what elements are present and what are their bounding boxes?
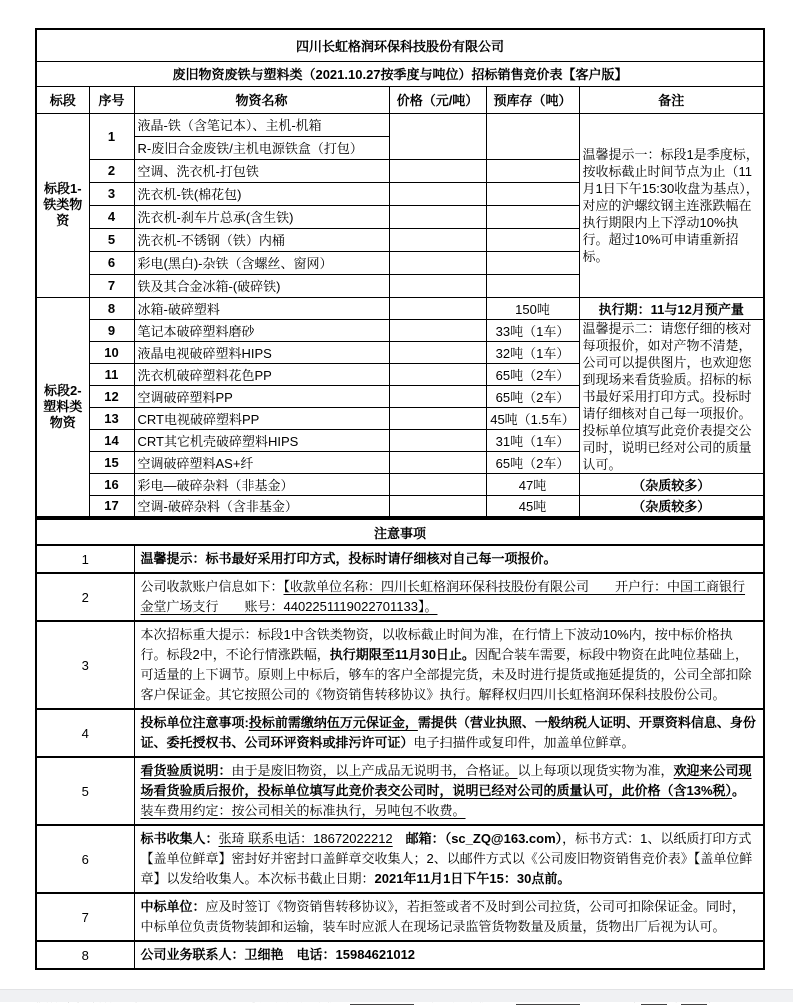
price-cell (389, 495, 486, 517)
item-name: 笔记本破碎塑料磨砂 (134, 319, 389, 341)
stock-cell: 150吨 (486, 297, 579, 319)
stock-cell: 45吨（1.5车） (486, 407, 579, 429)
note-segment: （sc_ZQ@163.com） (444, 831, 563, 846)
price-cell (389, 319, 486, 341)
table-row (36, 113, 764, 136)
col-header-name: 物资名称 (134, 86, 389, 113)
section1-label: 标段1-铁类物资 (36, 113, 89, 297)
price-cell (389, 363, 486, 385)
note-segment: 邮箱： (392, 831, 445, 846)
price-cell (389, 429, 486, 451)
item-name: R-废旧合金废铁/主机电源铁盒（打包） (134, 136, 389, 159)
price-cell (389, 297, 486, 319)
remark-impurity-16: （杂质较多） (579, 473, 764, 495)
col-header-stock: 预库存（吨） (486, 86, 579, 113)
remark-plastic-note: 温馨提示二：请您仔细的核对每项报价，如对产物不清楚，公司可以提供图片，也欢迎您到现场来看货验质。招标的标书最好采用打印方式。投标时请仔细核对自己每一项报价。投标单位填写此竞价表提交公司时，说明已经对公司的质量认可。 (579, 319, 764, 473)
item-no: 12 (89, 385, 134, 407)
price-cell (389, 451, 486, 473)
item-no: 13 (89, 407, 134, 429)
note-segment: 需提供（营业执照、一般纳税人证明、开票资料信息、身份证、委托授权书、公司环评资料或排污许可证） (140, 715, 756, 750)
table-row (36, 495, 764, 517)
note-segment: 2021年11月1日下午15：30点前。 (374, 871, 571, 886)
note-segment: 装车费用约定：按公司相关的标准执行，另吨包不收费。 (140, 803, 466, 818)
item-no: 4 (89, 205, 134, 228)
item-no: 11 (89, 363, 134, 385)
note-segment: 张琦 联系电话：18672022212 (218, 831, 393, 846)
note-segment: 电子扫描件或复印件，加盖单位鲜章。 (413, 735, 635, 750)
note-segment: 温馨提示：标书最好采用打印方式，投标时请仔细核对自己每一项报价。 (140, 551, 557, 566)
item-no: 15 (89, 451, 134, 473)
item-no: 9 (89, 319, 134, 341)
note-no: 3 (36, 621, 134, 709)
item-name: 空调、洗衣机-打包铁 (134, 159, 389, 182)
column-header-row (36, 86, 764, 113)
col-header-price: 价格（元/吨） (389, 86, 486, 113)
note-segment: 投标单位注意事项: (140, 715, 249, 730)
note-row (36, 545, 764, 573)
company-title-row (36, 29, 764, 61)
item-name: 液晶电视破碎塑料HIPS (134, 341, 389, 363)
item-no: 10 (89, 341, 134, 363)
note-row (36, 825, 764, 893)
note-segment: 由于是废旧物资，以上产成品无说明书，合格证。 (231, 763, 518, 778)
price-cell (389, 159, 486, 182)
note-no: 6 (36, 825, 134, 893)
note-segment: 【收款单位名称：四川长虹格润环保科技股份有限公司 开户行：中国工商银行金堂广场支行 账号：4402251119022701133】。 (140, 579, 746, 614)
note-text (134, 941, 764, 969)
stock-cell (486, 228, 579, 251)
col-header-no: 序号 (89, 86, 134, 113)
note-text (134, 709, 764, 757)
note-segment: 以上每项以现货实物为准， (517, 763, 674, 778)
note-segment: 。 (732, 783, 746, 798)
note-row (36, 709, 764, 757)
stock-cell: 33吨（1车） (486, 319, 579, 341)
note-text (134, 825, 764, 893)
note-no: 8 (36, 941, 134, 969)
note-segment: 投标前需缴纳伍万元保证金， (248, 715, 418, 730)
note-segment: 公司收款账户信息如下： (140, 579, 284, 594)
notes-title-row (36, 519, 764, 545)
note-segment: 本次招标重大提示：标段1中含铁类物资，以收标截止时间为准，在行情上下波动10%内，按中标价格执行。标段2中，不论行情涨跌幅， (140, 627, 733, 662)
note-segment: 因配合装车需要，标段中物资在此吨位基础上，可适量的上下调节。原则上中标后，够车的客户全部提完货，未及时进行提货或拖延提货的，公司全部扣除客户保证金。其它按照公司的《物资销售转移协议》执行。解释权归四川长虹格润环保科技股份公司。 (140, 647, 752, 702)
col-header-section: 标段 (36, 86, 89, 113)
item-no: 16 (89, 473, 134, 495)
price-cell (389, 228, 486, 251)
item-name: 洗衣机-铁(棉花包) (134, 182, 389, 205)
price-cell (389, 407, 486, 429)
stock-cell (486, 251, 579, 274)
doc-subtitle-row (36, 61, 764, 86)
company-title: 四川长虹格润环保科技股份有限公司 (36, 29, 764, 61)
note-segment: 欢迎来公司现场看货验质后报价，投标单位填写此竞价表交公司时，说明已经对公司的质量认可，此价格（含13%税） (140, 763, 752, 798)
price-cell (389, 274, 486, 297)
table-row (36, 473, 764, 495)
note-segment: 标书收集人： (140, 831, 219, 846)
section2-label: 标段2-塑料类物资 (36, 297, 89, 517)
note-segment: 应及时签订《物资销售转移协议》，若拒签或者不及时到公司拉货，公司可扣除保证金。同时，中标单位负责货物装卸和运输，装车时应派人在现场记录监管货物数量及质量，货物出厂后视为认可。 (140, 899, 746, 934)
item-name: 彩电(黑白)-杂铁（含螺丝、窗网） (134, 251, 389, 274)
remark-impurity-17: （杂质较多） (579, 495, 764, 517)
stock-cell: 31吨（1车） (486, 429, 579, 451)
stock-cell: 47吨 (486, 473, 579, 495)
remark-iron-note: 温馨提示一：标段1是季度标，按收标截止时间节点为止（11月1日下午15:30收盘为基点），对应的沪螺纹钢主连涨跌幅在执行期限内上下浮动10%执行。超过10%可申请重新招标。 (579, 113, 764, 297)
stock-cell (486, 205, 579, 228)
item-name: 空调破碎塑料AS+纤 (134, 451, 389, 473)
item-name: 彩电—破碎杂料（非基金） (134, 473, 389, 495)
stock-cell: 65吨（2车） (486, 363, 579, 385)
item-no: 5 (89, 228, 134, 251)
item-name: 洗衣机-不锈钢（铁）内桶 (134, 228, 389, 251)
note-segment: ，标书方式：1、以纸质打印方式【盖单位鲜章】密封好并密封口盖鲜章交收集人；2、以邮件方式以《公司废旧物资销售竞价表》【盖单位鲜章】以发给收集人。本次标书截止日期： (140, 831, 753, 886)
note-no: 1 (36, 545, 134, 573)
note-row (36, 941, 764, 969)
price-cell (389, 182, 486, 205)
note-segment: 执行期限至11月30日止。 (329, 647, 475, 662)
item-name: 铁及其合金冰箱-(破碎铁) (134, 274, 389, 297)
table-row (36, 319, 764, 341)
item-no: 17 (89, 495, 134, 517)
price-cell (389, 251, 486, 274)
note-text (134, 893, 764, 941)
note-no: 4 (36, 709, 134, 757)
note-text (134, 757, 764, 825)
price-cell (389, 385, 486, 407)
note-row (36, 573, 764, 621)
note-no: 5 (36, 757, 134, 825)
item-no: 8 (89, 297, 134, 319)
note-row (36, 757, 764, 825)
price-cell (389, 341, 486, 363)
item-name: 洗衣机-刹车片总承(含生铁) (134, 205, 389, 228)
note-segment: 看货验质说明： (140, 763, 232, 778)
item-no: 6 (89, 251, 134, 274)
stock-cell (486, 182, 579, 205)
item-name: 空调-破碎杂料（含非基金） (134, 495, 389, 517)
stock-cell (486, 113, 579, 159)
note-segment: 公司业务联系人：卫细艳 电话：15984621012 (140, 947, 416, 962)
stock-cell (486, 274, 579, 297)
note-segment: 中标单位： (140, 899, 206, 914)
item-name: 空调破碎塑料PP (134, 385, 389, 407)
item-no: 2 (89, 159, 134, 182)
note-no: 7 (36, 893, 134, 941)
note-no: 2 (36, 573, 134, 621)
page-edge-strip (0, 989, 793, 1002)
stock-cell: 32吨（1车） (486, 341, 579, 363)
stock-cell (486, 159, 579, 182)
doc-subtitle: 废旧物资废铁与塑料类（2021.10.27按季度与吨位）招标销售竞价表【客户版】 (36, 61, 764, 86)
remark-exec-period: 执行期：11与12月预产量 (579, 297, 764, 319)
item-name: 冰箱-破碎塑料 (134, 297, 389, 319)
note-text (134, 545, 764, 573)
document-sheet (35, 28, 763, 1005)
table-row (36, 297, 764, 319)
note-text (134, 573, 764, 621)
note-row (36, 621, 764, 709)
notes-table (35, 518, 765, 970)
item-no: 7 (89, 274, 134, 297)
note-text (134, 621, 764, 709)
price-cell (389, 205, 486, 228)
notes-title: 注意事项 (36, 519, 764, 545)
item-no: 3 (89, 182, 134, 205)
item-no: 14 (89, 429, 134, 451)
item-no: 1 (89, 113, 134, 159)
stock-cell: 65吨（2车） (486, 385, 579, 407)
item-name: CRT电视破碎塑料PP (134, 407, 389, 429)
note-row (36, 893, 764, 941)
item-name: 液晶-铁（含笔记本）、主机-机箱 (134, 113, 389, 136)
stock-cell: 45吨 (486, 495, 579, 517)
item-name: CRT其它机壳破碎塑料HIPS (134, 429, 389, 451)
stock-cell: 65吨（2车） (486, 451, 579, 473)
price-cell (389, 113, 486, 159)
price-cell (389, 473, 486, 495)
item-name: 洗衣机破碎塑料花色PP (134, 363, 389, 385)
col-header-remark: 备注 (579, 86, 764, 113)
bid-price-table (35, 28, 765, 518)
